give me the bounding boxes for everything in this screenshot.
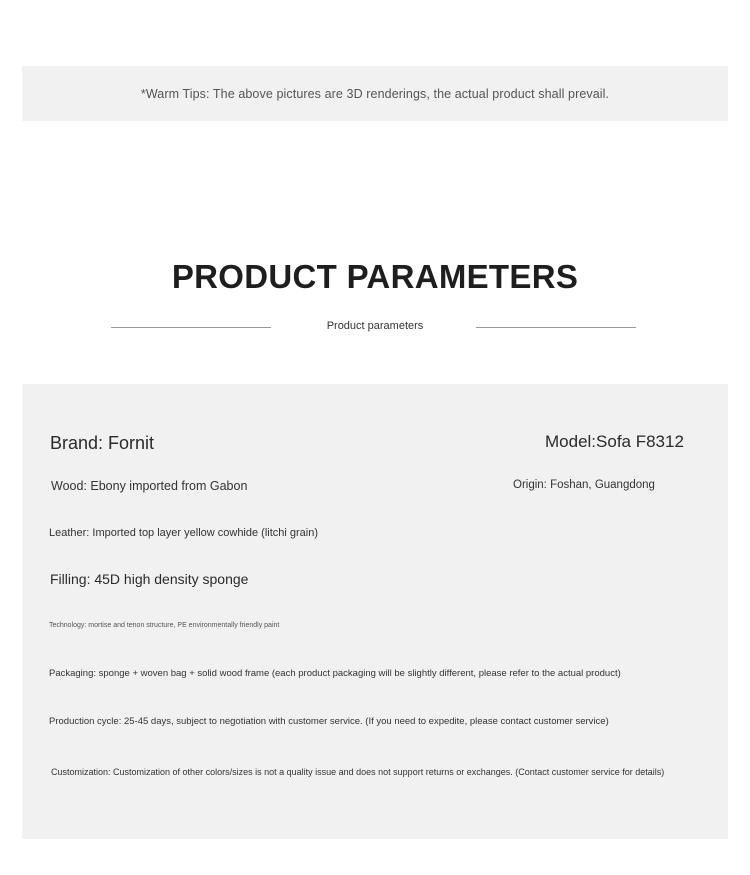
param-technology: Technology: mortise and tenon structure, PE environmentally friendly paint (49, 622, 280, 629)
section-title: PRODUCT PARAMETERS (171, 258, 579, 295)
param-model: Model:Sofa F8312 (545, 432, 684, 451)
warm-tips-banner (22, 66, 728, 121)
param-production-cycle: Production cycle: 25-45 days, subject to negotiation with customer service. (If you need to expedite, please contact customer service) (49, 716, 609, 727)
section-subtitle-row (0, 316, 750, 336)
param-leather: Leather: Imported top layer yellow cowhide (litchi grain) (49, 527, 319, 539)
param-packaging: Packaging: sponge + woven bag + solid wood frame (each product packaging will be slightly different, please refer to the actual product) (49, 668, 621, 679)
param-customization: Customization: Customization of other colors/sizes is not a quality issue and does not support returns or exchanges. (Contact customer service for details) (51, 767, 665, 777)
section-subtitle: Product parameters (326, 320, 424, 332)
param-brand: Brand: Fornit (50, 433, 155, 453)
param-filling: Filling: 45D high density sponge (50, 571, 249, 587)
param-origin: Origin: Foshan, Guangdong (513, 479, 655, 491)
product-parameters-panel (22, 384, 728, 839)
divider-right (476, 327, 636, 328)
param-wood: Wood: Ebony imported from Gabon (51, 479, 248, 493)
warm-tips-text: *Warm Tips: The above pictures are 3D renderings, the actual product shall prevail. (140, 86, 610, 101)
